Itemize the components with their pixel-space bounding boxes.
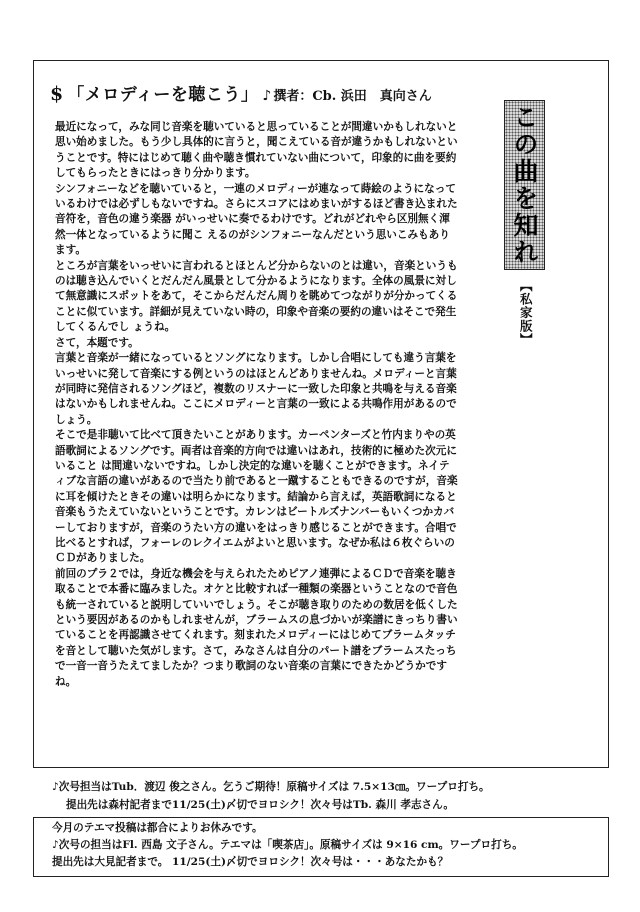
- column-banner-title: この曲を知れ: [510, 104, 539, 266]
- article-header: [50, 80, 470, 106]
- body-line: いるわけでは必ずしもないですね。さらにスコアにはめまいがするほど書き込まれた: [55, 198, 458, 211]
- body-line: いっせいに発して音楽にする例というのはほとんどありませんね。メロディーと言葉: [55, 367, 457, 380]
- body-line: しょう。: [55, 413, 98, 426]
- column-edition-label: 【私家版】: [518, 279, 534, 347]
- body-line: 取ることで本番に臨みました。オケと比較すれば一種類の楽器ということなので音色: [55, 583, 458, 596]
- next-issue-line: 提出先は森村記者まで11/25(土)〆切でヨロシク！次々号はTb. 森川 孝志さん。: [66, 799, 454, 811]
- body-line: 語歌詞によるソングです。両者は音楽的方向では違いはあれ，技術的に極めた次元に: [55, 444, 457, 457]
- theme-notice-line: 提出先は大見記者まで。 11/25(土)〆切でヨロシク！次々号は・・・あなたかも？: [52, 856, 449, 868]
- body-line: 然一体となっているように聞こ えるのがシンフォニーなんだという思いこみもあり: [55, 228, 450, 241]
- theme-notice-line: 今月のテエマ投稿は都合によりお休みです。: [52, 822, 263, 834]
- theme-notice-line: ♪次号の担当はFl. 西島 文子さん。テエマは「喫茶店」。原稿サイズは 9×16 cm。ワープロ打ち。: [52, 839, 523, 851]
- body-line: そこで是非聴いて比べて頂きたいことがあります。カーペンターズと竹内まりやの英: [55, 429, 456, 442]
- body-line: ます。: [55, 244, 86, 257]
- article-body: [55, 120, 473, 690]
- body-line: 比べるとすれば，フォーレのレクイエムがよいと思います。なぜか私は６枚ぐらいの: [55, 536, 455, 549]
- body-line: ィブな言語の違いがあるので当たり前であると一蹴することもできるのですが，音楽: [55, 475, 458, 488]
- body-line: で一音一音うたえてましたか？つまり歌詞のない音楽の言葉にできたかどうかです: [55, 660, 447, 673]
- body-line: という要因があるのかもしれませんが，ブラームスの息づかいが楽譜にきっちり書い: [55, 614, 458, 626]
- next-issue-line: ♪次号担当はTub．渡辺 俊之さん。乞うご期待！原稿サイズは 7.5×13㎝。ワープロ打ち。: [52, 781, 490, 793]
- body-line: ね。: [55, 675, 77, 688]
- body-line: 思い始めました。もう少し具体的に言うと，聞こえている音が違うかもしれないとい: [55, 136, 458, 149]
- body-line: のは聴き込んでいくとだんだん風景として分かるようになります。全体の風景に対し: [55, 275, 457, 288]
- body-line: 最近になって，みな同じ音楽を聴いていると思っていることが間違いかもしれないと: [55, 121, 458, 133]
- body-line: ＣＤがありました。: [55, 552, 151, 565]
- body-line: に耳を傾けたときその違いは明らかになります。結論から言えば，英語歌詞になると: [55, 490, 457, 503]
- segno-icon: $: [50, 83, 64, 105]
- body-line: シンフォニーなどを聴いていると，一連のメロディーが連なって蒔絵のようになって: [55, 182, 456, 195]
- theme-notice: [52, 820, 612, 871]
- body-line: 言葉と音楽が一緒になっているとソングになります。しかし合唱にしても違う言葉を: [55, 352, 457, 365]
- article-title: 「メロディーを聴こう」: [67, 85, 259, 105]
- body-line: て無意識にスポットをあて，そこからだんだん周りを眺めてつながりが分かってくる: [55, 290, 458, 303]
- body-line: さて，本題です。: [55, 336, 139, 349]
- body-line: を音として聴いた気がします。さて，みなさんは自分のパート譜をブラームスたっち: [55, 644, 457, 657]
- body-line: うことです。特にはじめて聴く曲や聴き慣れていない曲について，印象的に曲を要約: [55, 151, 457, 164]
- body-line: 前回のプラ２では，身近な機会を与えられたためピアノ連弾によるＣＤで音楽を聴き: [55, 567, 457, 580]
- body-line: が同時に発信されるソングほど，複数のリスナーに一致した印象と共鳴を与える音楽: [55, 382, 457, 395]
- next-issue-notice: [52, 778, 612, 814]
- article-author: 撰者：Cb. 浜田 真向さん: [273, 89, 432, 104]
- body-line: ところが言葉をいっせいに言われるとほとんど分からないのとは違い，音楽というも: [55, 259, 458, 272]
- column-banner: [504, 100, 545, 270]
- music-note-icon: ♪: [262, 88, 272, 104]
- body-line: ことに似ています。詳細が見えていない時の，印象や音楽の要約の違いはそこで発生: [55, 305, 457, 318]
- body-line: はないかもしれませんね。ここにメロディーと言葉の一致による共鳴作用があるので: [55, 398, 457, 411]
- body-line: いること は間違いないですね。しかし決定的な違いを聴くことができます。ネイテ: [55, 459, 450, 472]
- body-line: してもらったときにはっきり分かります。: [55, 167, 256, 180]
- body-line: も統一されていると説明していいでしょう。そこが聴き取りのための数居を低くした: [55, 598, 458, 611]
- body-line: ていることを再認識させてくれます。刻まれたメロディーにはじめてブラームタッチ: [55, 629, 456, 642]
- body-line: 音楽もうたえていないということです。カレンはビートルズナンバーもいくつかカバ: [55, 506, 455, 519]
- body-line: 音符を，音色の違う楽器 がいっせいに奏でるわけです。どれがどれやら区別無く渾: [55, 213, 450, 226]
- body-line: してくるんでし ょうね。: [55, 321, 176, 334]
- body-line: ーしておりますが，音楽のうたい方の違いをはっきり感じることができます。合唱で: [55, 521, 457, 534]
